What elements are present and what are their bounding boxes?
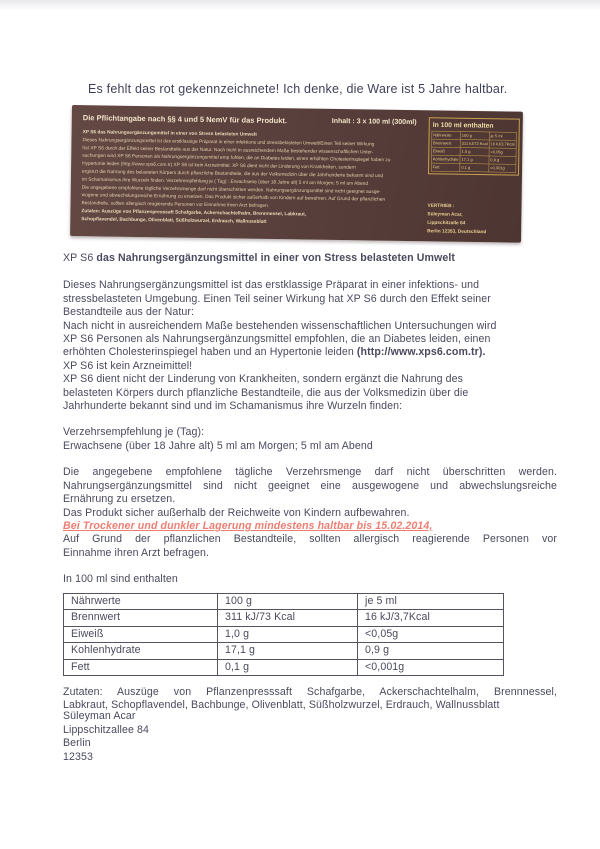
vertrieb-line: Lippschitzalle 84 xyxy=(427,219,466,226)
mini-cell: 311 kJ/73 Kcal xyxy=(461,141,488,147)
mini-cell: 0,9 g xyxy=(489,156,516,164)
body-line: Auf Grund der pflanzlichen Bestandteile, sollten allergisch reagierende Personen vor xyxy=(63,533,557,546)
product-url: (http://www.xps6.com.tr). xyxy=(356,346,486,359)
best-before-notice: Bei Trockener und dunkler Lagerung mindestens haltbar bis 15.02.2014, xyxy=(63,519,433,532)
body-line: Nach nicht in ausreichendem Maße bestehenden wissenschaftlichen Untersuchungen wird xyxy=(63,319,497,332)
vertrieb-line: Süleyman Acar, xyxy=(427,211,463,218)
mini-cell: Fett xyxy=(431,163,460,171)
annotation-note: Es fehlt das rot gekennzeichnete! Ich denke, die Ware ist 5 Jahre haltbar. xyxy=(88,82,508,96)
nutrition-per100: 17,1 g xyxy=(218,643,358,660)
mini-cell: 1,0 g xyxy=(460,148,489,156)
label-small-line: Hypertonie leiden (http://www.xps6.com.tr) XP S6 ist kein Arzneimittel. XP S6 dient nicht der Linderung von Krankheiten, sondern xyxy=(82,160,356,171)
label-vertrieb xyxy=(427,201,592,237)
table-intro: In 100 ml sind enthalten xyxy=(63,573,178,586)
body-line: Einnahme ihren Arzt befragen. xyxy=(63,546,210,559)
nutrition-label: Fett xyxy=(64,659,218,676)
vertrieb-line: VERTRIEB : xyxy=(427,202,455,209)
verzehr-title: Verzehrsempfehlung je (Tag): xyxy=(63,426,205,439)
table-row xyxy=(431,163,516,172)
product-label xyxy=(70,105,523,243)
vertrieb-line: Berlin 12353, Deutschland xyxy=(427,228,487,235)
zutaten-line: Zutaten: Auszüge von Pflanzenpresssaft Schafgarbe, Ackerschachtelhalm, Brennnessel, xyxy=(63,686,557,699)
label-nutrition-box-header: In 100 ml enthalten xyxy=(432,120,494,130)
label-nutrition-mini-table xyxy=(431,131,517,173)
nutrition-label: Kohlenhydrate xyxy=(64,643,218,660)
body-line: Die angegebene empfohlene tägliche Verzehrsmenge darf nicht überschritten werden. xyxy=(63,466,557,479)
nutrition-per100: 311 kJ/73 Kcal xyxy=(218,610,358,627)
mini-cell: 16 kJ/3,7Kcal xyxy=(490,141,515,147)
mini-cell: <0,001g xyxy=(489,164,516,172)
nutrition-per5ml: <0,001g xyxy=(358,659,504,676)
table-row xyxy=(64,643,504,660)
mini-cell: Brennwert xyxy=(432,139,461,147)
label-small-text xyxy=(81,128,430,228)
footer-street: Lippschitzallee 84 xyxy=(63,723,150,736)
nutrition-label: Eiweiß xyxy=(64,626,218,643)
nutrition-per5ml: 16 kJ/3,7Kcal xyxy=(358,610,504,627)
nutrition-per5ml: 0,9 g xyxy=(358,643,504,660)
verzehr-line: Erwachsene (über 18 Jahre alt) 5 ml am Morgen; 5 ml am Abend xyxy=(63,439,373,452)
spacer xyxy=(63,560,557,573)
body-line: XP S6 ist kein Arzneimittel! xyxy=(63,359,193,372)
label-small-title: XP S6 das Nahrungsergänzungsmittel in einer von Stress belasteten Umwelt xyxy=(82,129,257,138)
label-nutrition-box xyxy=(428,117,520,175)
label-small-line: hat XP S6 durch der Effekt seiner Bestandteile aus der Natur. Nach nicht in ausreichendem Maße bestehender wissenschaftlichen Unter- xyxy=(82,144,374,155)
scan-top-edge xyxy=(0,0,600,9)
nutrition-per5ml: je 5 ml xyxy=(358,593,504,610)
body-line: XP S6 dient nicht der Linderung von Krankheiten, sondern ergänzt die Nahrung des xyxy=(63,373,464,386)
nutrition-per100: 0,1 g xyxy=(218,659,358,676)
table-row xyxy=(64,610,504,627)
zutaten-line: Labkraut, Schopflavendel, Bachbunge, Olivenblatt, Süßholzwurzel, Erdrauch, Wallnussblatt xyxy=(63,699,500,712)
mini-cell: Kohlenhydrate xyxy=(432,156,459,162)
page-title-bold: das Nahrungsergänzungsmittel in einer von Stress belasteten Umwelt xyxy=(96,252,456,264)
label-small-line: Bestandteile, sollten allergisch reagierende Personen vor Einnahme ihren Arzt befragen. xyxy=(81,200,270,209)
body-line: Das Produkt sicher außerhalb der Reichweite von Kindern aufbewahren. xyxy=(63,506,410,519)
document-body xyxy=(63,252,557,713)
label-small-line: im Schamanismus ihre Wurzeln finden. Verzehrempfehlung je ( Tag) : Erwachsene (über 18 Jahre alt) 5 ml am Morgen; 5 ml am Abend xyxy=(81,176,369,187)
footer-city: Berlin xyxy=(63,737,91,750)
footer-address xyxy=(63,710,149,764)
mini-cell: 0,1 g xyxy=(460,164,489,172)
nutrition-per100: 100 g xyxy=(218,593,358,610)
body-line-text: erhöhten Cholesterinspiegel haben und an Hypertonie leiden xyxy=(63,346,357,359)
label-inhalt: Inhalt : 3 x 100 ml (300ml) xyxy=(331,117,417,127)
mini-cell: Nährwerte xyxy=(432,131,461,139)
label-small-line: wogene und abwechslungsreiche Ernährung zu ersetzen. Das Produkt sicher außerhalb von Kindern auf bewahren. Auf Grund der pflanzlichen xyxy=(81,192,386,203)
spacer xyxy=(63,413,557,426)
nutrition-table xyxy=(63,593,504,677)
mini-cell: 17,1 g xyxy=(460,156,489,164)
label-zutaten-line: Zutaten: Auszüge von Pflanzenpresssaft Schafgarbe, Ackerschachtelhalm, Brennnessel, Labkraut, xyxy=(81,208,307,217)
footer-zip: 12353 xyxy=(63,750,93,763)
body-line: XP S6 Personen als Nahrungsergänzungsmittel empfohlen, die an Diabetes leiden, einen xyxy=(63,333,491,346)
body-line: Nahrungsergänzungsmittel sind nicht geeignet eine ausgewogene und abwechslungsreiche xyxy=(63,479,557,492)
zutaten-paragraph xyxy=(63,686,557,713)
nutrition-per5ml: <0,05g xyxy=(358,626,504,643)
body-line xyxy=(63,346,557,359)
table-row xyxy=(64,593,504,610)
page-title xyxy=(63,252,557,265)
spacer xyxy=(63,453,557,466)
body-line: Jahrhunderte bekannt sind und im Schamanismus ihre Wurzeln finden: xyxy=(63,400,403,413)
mini-cell: <0,05g xyxy=(489,148,516,156)
body-line: Dieses Nahrungsergänzungsmittel ist das erstklassige Präparat in einer infektions- und xyxy=(63,279,480,292)
nutrition-label: Brennwert xyxy=(64,610,218,627)
body-line: stressbelasteten Umgebung. Einen Teil seiner Wirkung hat XP S6 durch den Effekt seiner xyxy=(63,292,491,305)
mini-cell: je 5 ml xyxy=(489,132,516,140)
mini-cell: 100 g xyxy=(460,132,489,140)
label-small-line: Dieses Nahrungsergänzungsmittel ist das erstklassige Präparat in einer infektions und stressbelasteten Umwelt/Einen Teil seiner Wirkung xyxy=(82,137,375,147)
table-row xyxy=(64,626,504,643)
body-line: Ernährung zu ersetzen. xyxy=(63,493,176,506)
footer-name: Süleyman Acar xyxy=(63,710,136,722)
nutrition-label: Nährwerte xyxy=(64,593,218,610)
label-small-line: suchungen wird XP S6 Personen als Nahrungsergänzungsmittel emp fohlen, die an Diabetes leiden, einen erhöhten Cholesterinspiegel haben zu xyxy=(82,152,391,163)
label-pflichtangabe: Die Pflichtangabe nach §§ 4 und 5 NemV für das Produkt. xyxy=(82,113,288,126)
body-line: Bestandteile aus der Natur: xyxy=(63,306,195,319)
label-small-line: ergänzt die Nahrung des belasteten Körpers durch pflanzliche Bestandteile, die aus der Volksmedizin über die Jahrhunderte bekannt sind und xyxy=(81,168,384,179)
body-line: belasteten Körpers durch pflanzliche Bestandteile, die aus der Volksmedizin über die xyxy=(63,386,469,399)
label-small-line: Die angegebene empfohlene tägliche Verzehrsmenge darf nicht überschritten werden. Nahrungsergänzungsmittel sind nicht geeignet ausge- xyxy=(81,184,381,195)
table-row xyxy=(64,659,504,676)
label-zutaten-line: Schopflavendel, Bachbunge, Olivenblatt, Süßholzwurzel, Erdrauch, Wallnussblatt xyxy=(81,216,267,225)
mini-cell: Eiweiß xyxy=(432,147,461,155)
page-title-prefix: XP S6 xyxy=(63,252,97,264)
nutrition-per100: 1,0 g xyxy=(218,626,358,643)
